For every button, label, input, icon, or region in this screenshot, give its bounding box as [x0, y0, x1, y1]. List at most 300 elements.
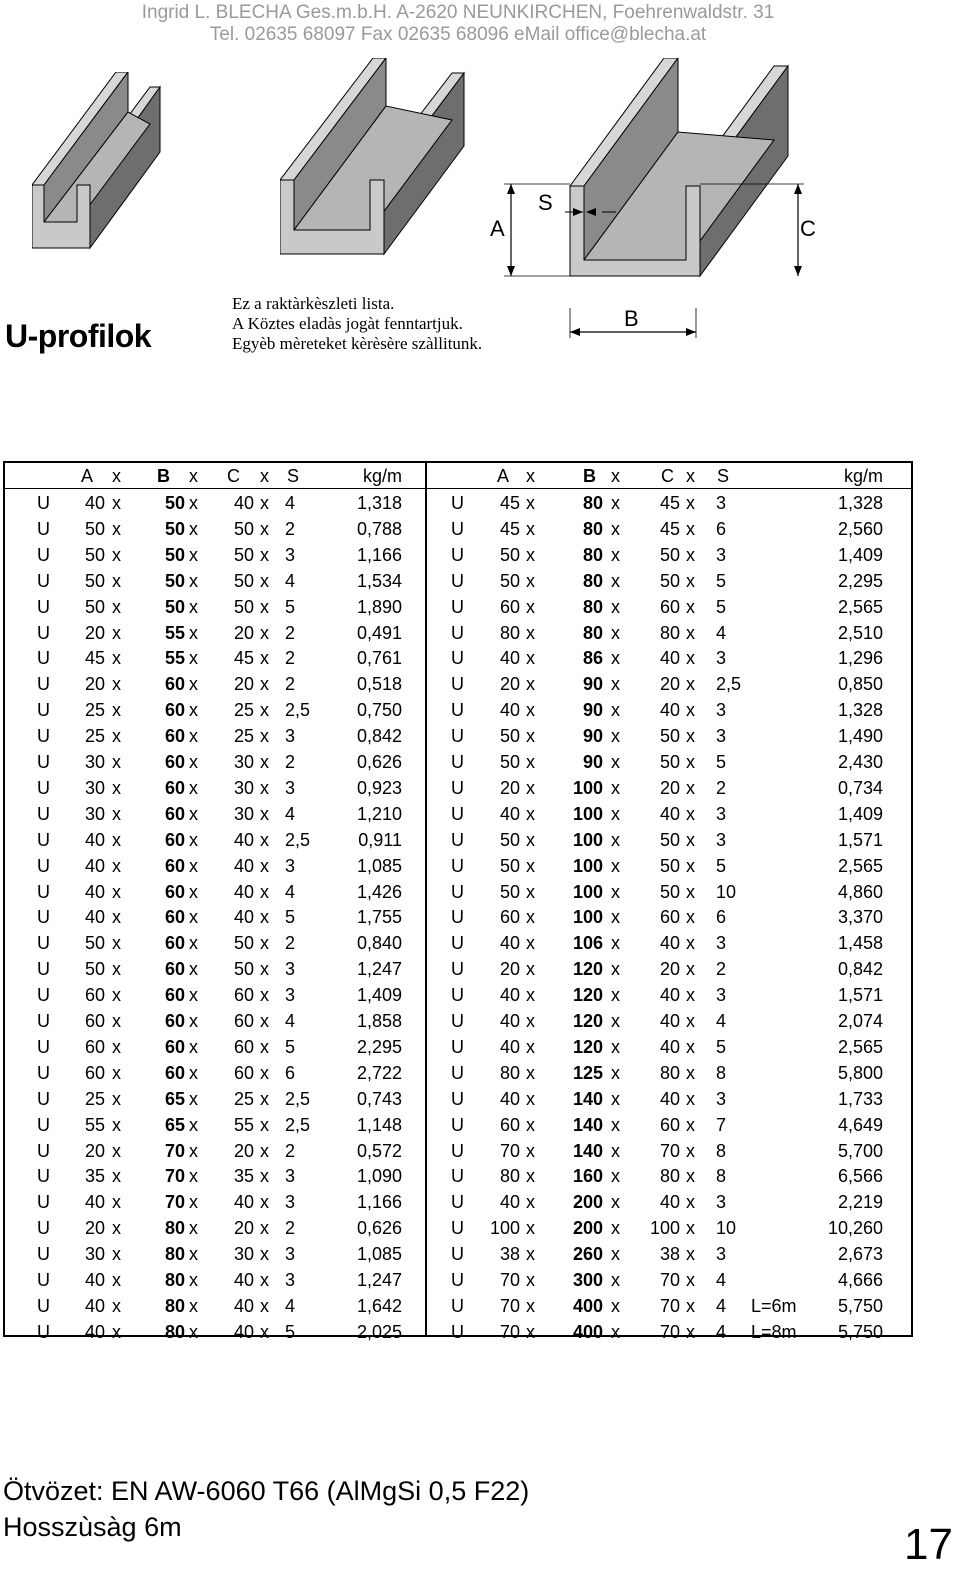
cell-x: x [260, 855, 269, 876]
cell-x: x [686, 1062, 695, 1083]
cell-type: U [451, 648, 464, 669]
cell-s: 2,5 [285, 829, 311, 850]
cell-weight: 0,518 [356, 674, 402, 695]
table-row [5, 723, 911, 749]
cell-a: 80 [499, 1166, 520, 1187]
cell-x: x [686, 933, 695, 954]
u-profile-dimension-diagram [490, 58, 850, 358]
cell-c: 38 [659, 1244, 680, 1265]
cell-type: U [37, 985, 50, 1006]
cell-s: 2 [716, 777, 727, 798]
cell-x: x [686, 596, 695, 617]
cell-x: x [611, 985, 620, 1006]
company-address: Ingrid L. BLECHA Ges.m.b.H. A-2620 NEUNKIRCHEN, Foehrenwaldstr. 31 [141, 2, 775, 23]
page-number: 17 [904, 1520, 953, 1569]
cell-weight: 2,565 [837, 1036, 883, 1057]
cell-x: x [686, 570, 695, 591]
cell-b: 100 [572, 907, 603, 928]
cell-c: 100 [649, 1218, 680, 1239]
cell-c: 40 [659, 1088, 680, 1109]
cell-a: 20 [84, 674, 105, 695]
header-b: B [157, 466, 170, 486]
cell-x: x [611, 1011, 620, 1031]
cell-s: 6 [285, 1062, 296, 1083]
cell-x: x [260, 1140, 269, 1161]
cell-s: 5 [716, 596, 727, 617]
table-row [5, 490, 911, 516]
cell-x: x [189, 959, 198, 980]
cell-weight: 1,571 [837, 829, 883, 850]
cell-c: 20 [659, 674, 680, 695]
cell-weight: 0,750 [356, 700, 402, 721]
cell-b: 60 [164, 855, 185, 876]
table-header-row [5, 463, 911, 489]
cell-x: x [526, 1192, 535, 1213]
cell-s: 3 [716, 1192, 727, 1213]
cell-x: x [260, 648, 269, 669]
cell-weight: 0,840 [356, 933, 402, 954]
cell-b: 80 [164, 1270, 185, 1290]
header-a: A [81, 466, 94, 486]
cell-c: 20 [233, 1140, 254, 1161]
cell-s: 3 [716, 1088, 727, 1109]
header-a: A [497, 466, 510, 486]
cell-s: 8 [716, 1166, 727, 1187]
cell-b: 55 [164, 622, 185, 643]
cell-b: 140 [572, 1114, 603, 1135]
cell-x: x [260, 596, 269, 617]
cell-x: x [112, 674, 121, 695]
cell-a: 80 [499, 1062, 520, 1083]
cell-weight: 4,649 [837, 1114, 883, 1135]
cell-type: U [37, 596, 50, 617]
page-title: U-profilok [5, 318, 152, 354]
cell-type: U [37, 1140, 50, 1161]
cell-a: 45 [499, 493, 520, 513]
cell-c: 25 [233, 1088, 254, 1109]
cell-x: x [189, 622, 198, 643]
cell-x: x [112, 1270, 121, 1290]
u-profile-illustration-medium [280, 58, 470, 258]
cell-weight: 1,858 [356, 1011, 402, 1031]
cell-s: 2,5 [716, 674, 742, 695]
cell-x: x [260, 777, 269, 798]
cell-weight: 10,260 [827, 1218, 883, 1239]
cell-s: 5 [285, 1036, 296, 1057]
cell-b: 90 [582, 674, 603, 695]
cell-x: x [686, 1166, 695, 1187]
cell-c: 50 [659, 855, 680, 876]
table-row [5, 594, 911, 620]
cell-x: x [189, 544, 198, 565]
cell-type: U [37, 803, 50, 824]
cell-a: 100 [489, 1218, 520, 1239]
table-row [5, 956, 911, 982]
cell-b: 300 [572, 1270, 603, 1290]
cell-x: x [112, 881, 121, 902]
cell-weight: 2,560 [837, 518, 883, 539]
cell-x: x [189, 1166, 198, 1187]
cell-c: 40 [233, 1192, 254, 1213]
cell-weight: 1,210 [356, 803, 402, 824]
cell-c: 30 [233, 777, 254, 798]
header-weight: kg/m [843, 466, 883, 486]
cell-x: x [526, 570, 535, 591]
cell-x: x [112, 1244, 121, 1265]
cell-x: x [611, 1062, 620, 1083]
cell-a: 35 [84, 1166, 105, 1187]
cell-b: 70 [164, 1192, 185, 1213]
cell-x: x [260, 1088, 269, 1109]
cell-a: 40 [499, 1011, 520, 1031]
cell-type: U [451, 1062, 464, 1083]
cell-weight: 5,750 [837, 1295, 883, 1316]
cell-x: x [189, 1036, 198, 1057]
cell-type: U [37, 777, 50, 798]
cell-x: x [112, 907, 121, 928]
cell-type: U [37, 933, 50, 954]
cell-b: 100 [572, 777, 603, 798]
cell-weight: 1,328 [837, 700, 883, 721]
cell-x: x [611, 1218, 620, 1239]
cell-x: x [686, 493, 695, 513]
cell-a: 40 [499, 648, 520, 669]
cell-type: U [451, 1218, 464, 1239]
cell-b: 50 [164, 493, 185, 513]
cell-a: 50 [499, 726, 520, 747]
cell-a: 40 [499, 933, 520, 954]
header-c: C [661, 466, 674, 486]
cell-x: x [526, 1011, 535, 1031]
cell-x: x [686, 1295, 695, 1316]
cell-x: x [112, 700, 121, 721]
cell-x: x [189, 985, 198, 1006]
cell-type: U [451, 855, 464, 876]
cell-x: x [686, 855, 695, 876]
cell-c: 40 [233, 493, 254, 513]
cell-s: 3 [285, 1244, 296, 1265]
cell-a: 50 [84, 544, 105, 565]
table-row [5, 620, 911, 646]
cell-x: x [260, 700, 269, 721]
cell-weight: 1,733 [837, 1088, 883, 1109]
cell-a: 40 [84, 907, 105, 928]
cell-c: 50 [233, 544, 254, 565]
table-row [5, 1215, 911, 1241]
cell-b: 120 [572, 959, 603, 980]
cell-x: x [189, 1140, 198, 1161]
table-row [5, 568, 911, 594]
header-x: x [686, 466, 695, 486]
cell-weight: 2,565 [837, 596, 883, 617]
cell-b: 70 [164, 1166, 185, 1187]
cell-a: 70 [499, 1295, 520, 1316]
cell-c: 20 [659, 959, 680, 980]
cell-x: x [189, 674, 198, 695]
cell-s: 3 [716, 985, 727, 1006]
cell-weight: 1,085 [356, 855, 402, 876]
cell-b: 86 [582, 648, 603, 669]
cell-x: x [611, 1036, 620, 1057]
cell-type: U [37, 622, 50, 643]
cell-x: x [526, 777, 535, 798]
cell-c: 40 [659, 803, 680, 824]
cell-x: x [189, 1192, 198, 1213]
cell-x: x [189, 829, 198, 850]
cell-x: x [526, 518, 535, 539]
cell-type: U [451, 1036, 464, 1057]
table-row [5, 516, 911, 542]
cell-a: 40 [499, 1192, 520, 1213]
cell-type: U [451, 907, 464, 928]
cell-x: x [611, 803, 620, 824]
cell-type: U [451, 933, 464, 954]
cell-a: 60 [84, 985, 105, 1006]
cell-a: 40 [84, 493, 105, 513]
cell-s: 2 [716, 959, 727, 980]
cell-s: 3 [716, 648, 727, 669]
cell-x: x [260, 1244, 269, 1265]
cell-weight: 1,296 [837, 648, 883, 669]
cell-weight: 2,722 [356, 1062, 402, 1083]
cell-c: 40 [233, 855, 254, 876]
cell-c: 80 [659, 622, 680, 643]
cell-x: x [611, 570, 620, 591]
alloy-spec: Ötvözet: EN AW-6060 T66 (AlMgSi 0,5 F22) [3, 1476, 530, 1506]
cell-b: 400 [572, 1295, 603, 1316]
cell-type: U [37, 1036, 50, 1057]
cell-b: 90 [582, 726, 603, 747]
cell-a: 50 [499, 855, 520, 876]
length-spec: Hosszùsàg 6m [3, 1512, 182, 1542]
cell-s: 5 [285, 907, 296, 928]
cell-a: 20 [499, 674, 520, 695]
cell-a: 40 [84, 1295, 105, 1316]
cell-x: x [611, 544, 620, 565]
cell-x: x [260, 1062, 269, 1083]
cell-weight: 1,166 [356, 544, 402, 565]
cell-x: x [686, 752, 695, 772]
cell-x: x [260, 1011, 269, 1031]
cell-a: 20 [84, 622, 105, 643]
cell-b: 80 [582, 544, 603, 565]
cell-x: x [189, 1218, 198, 1239]
cell-x: x [526, 829, 535, 850]
cell-type: U [37, 1011, 50, 1031]
cell-weight: 2,565 [837, 855, 883, 876]
cell-s: 2,5 [285, 700, 311, 721]
table-row [5, 1241, 911, 1267]
cell-type: U [451, 493, 464, 513]
table-row [5, 749, 911, 775]
cell-x: x [611, 752, 620, 772]
cell-x: x [686, 1140, 695, 1161]
cell-b: 60 [164, 1036, 185, 1057]
table-row [5, 1086, 911, 1112]
cell-type: U [451, 518, 464, 539]
cell-x: x [112, 622, 121, 643]
cell-a: 50 [499, 752, 520, 772]
cell-s: 3 [716, 803, 727, 824]
cell-b: 90 [582, 700, 603, 721]
cell-type: U [37, 700, 50, 721]
cell-c: 50 [233, 959, 254, 980]
table-row [5, 1060, 911, 1086]
cell-x: x [260, 570, 269, 591]
cell-x: x [526, 1166, 535, 1187]
cell-x: x [112, 518, 121, 539]
cell-a: 50 [84, 570, 105, 591]
cell-x: x [526, 493, 535, 513]
cell-a: 20 [499, 959, 520, 980]
cell-x: x [189, 1114, 198, 1135]
cell-weight: 1,755 [356, 907, 402, 928]
cell-c: 70 [659, 1295, 680, 1316]
cell-a: 50 [499, 829, 520, 850]
cell-length: L=6m [751, 1295, 797, 1316]
cell-c: 40 [233, 1321, 254, 1342]
cell-c: 30 [233, 1244, 254, 1265]
cell-weight: 5,800 [837, 1062, 883, 1083]
cell-x: x [112, 1166, 121, 1187]
cell-x: x [112, 1295, 121, 1316]
cell-x: x [526, 1114, 535, 1135]
cell-a: 40 [84, 1192, 105, 1213]
cell-x: x [526, 933, 535, 954]
cell-weight: 2,025 [356, 1321, 402, 1342]
dimension-label-a: A [490, 216, 505, 241]
table-row [5, 645, 911, 671]
table-row [5, 853, 911, 879]
cell-x: x [189, 596, 198, 617]
cell-x: x [526, 1295, 535, 1316]
cell-a: 70 [499, 1321, 520, 1342]
cell-c: 40 [233, 907, 254, 928]
cell-a: 70 [499, 1140, 520, 1161]
cell-x: x [189, 648, 198, 669]
cell-x: x [189, 1270, 198, 1290]
cell-b: 120 [572, 985, 603, 1006]
cell-c: 80 [659, 1166, 680, 1187]
cell-weight: 4,666 [837, 1270, 883, 1290]
cell-type: U [451, 1114, 464, 1135]
cell-x: x [260, 881, 269, 902]
cell-weight: 2,074 [837, 1011, 883, 1031]
cell-x: x [686, 1218, 695, 1239]
cell-c: 30 [233, 752, 254, 772]
cell-x: x [112, 1011, 121, 1031]
cell-x: x [189, 570, 198, 591]
cell-c: 50 [233, 596, 254, 617]
cell-b: 120 [572, 1011, 603, 1031]
cell-type: U [451, 752, 464, 772]
cell-b: 60 [164, 777, 185, 798]
cell-type: U [451, 1140, 464, 1161]
header-s: S [287, 466, 300, 486]
cell-x: x [189, 881, 198, 902]
cell-a: 40 [499, 1036, 520, 1057]
cell-weight: 2,295 [356, 1036, 402, 1057]
cell-x: x [611, 493, 620, 513]
cell-b: 125 [572, 1062, 603, 1083]
cell-c: 40 [233, 1295, 254, 1316]
profile-table [3, 461, 913, 1342]
cell-x: x [112, 985, 121, 1006]
cell-b: 60 [164, 907, 185, 928]
header-x: x [526, 466, 535, 486]
header-x: x [260, 466, 269, 486]
cell-x: x [526, 985, 535, 1006]
cell-x: x [112, 1062, 121, 1083]
cell-b: 70 [164, 1140, 185, 1161]
cell-a: 38 [499, 1244, 520, 1265]
cell-x: x [686, 803, 695, 824]
cell-c: 50 [659, 570, 680, 591]
cell-x: x [526, 622, 535, 643]
cell-c: 50 [233, 518, 254, 539]
cell-c: 60 [233, 1062, 254, 1083]
cell-c: 70 [659, 1321, 680, 1342]
cell-s: 3 [716, 726, 727, 747]
cell-c: 50 [233, 570, 254, 591]
cell-a: 60 [84, 1011, 105, 1031]
cell-x: x [112, 959, 121, 980]
cell-c: 25 [233, 700, 254, 721]
cell-x: x [112, 1088, 121, 1109]
cell-s: 2 [285, 933, 296, 954]
cell-b: 100 [572, 881, 603, 902]
cell-a: 20 [84, 1140, 105, 1161]
cell-x: x [611, 907, 620, 928]
cell-x: x [260, 1166, 269, 1187]
cell-x: x [686, 544, 695, 565]
cell-a: 25 [84, 726, 105, 747]
cell-s: 4 [716, 622, 727, 643]
cell-x: x [112, 933, 121, 954]
cell-type: U [451, 803, 464, 824]
cell-x: x [526, 907, 535, 928]
cell-x: x [112, 648, 121, 669]
cell-type: U [37, 1166, 50, 1187]
header-b: B [583, 466, 596, 486]
cell-b: 80 [582, 493, 603, 513]
cell-a: 20 [84, 1218, 105, 1239]
cell-a: 25 [84, 1088, 105, 1109]
cell-s: 3 [285, 959, 296, 980]
cell-x: x [260, 985, 269, 1006]
cell-x: x [686, 959, 695, 980]
cell-s: 3 [285, 1166, 296, 1187]
cell-type: U [451, 622, 464, 643]
cell-x: x [189, 803, 198, 824]
dimension-label-b: B [624, 306, 639, 331]
cell-c: 45 [659, 518, 680, 539]
cell-weight: 1,166 [356, 1192, 402, 1213]
cell-type: U [451, 674, 464, 695]
cell-b: 80 [582, 622, 603, 643]
cell-type: U [37, 1114, 50, 1135]
cell-type: U [37, 674, 50, 695]
cell-x: x [611, 1295, 620, 1316]
cell-x: x [526, 752, 535, 772]
cell-type: U [37, 1062, 50, 1083]
cell-x: x [686, 1270, 695, 1290]
cell-x: x [112, 803, 121, 824]
cell-x: x [260, 752, 269, 772]
cell-x: x [686, 622, 695, 643]
cell-x: x [686, 700, 695, 721]
cell-c: 40 [659, 648, 680, 669]
